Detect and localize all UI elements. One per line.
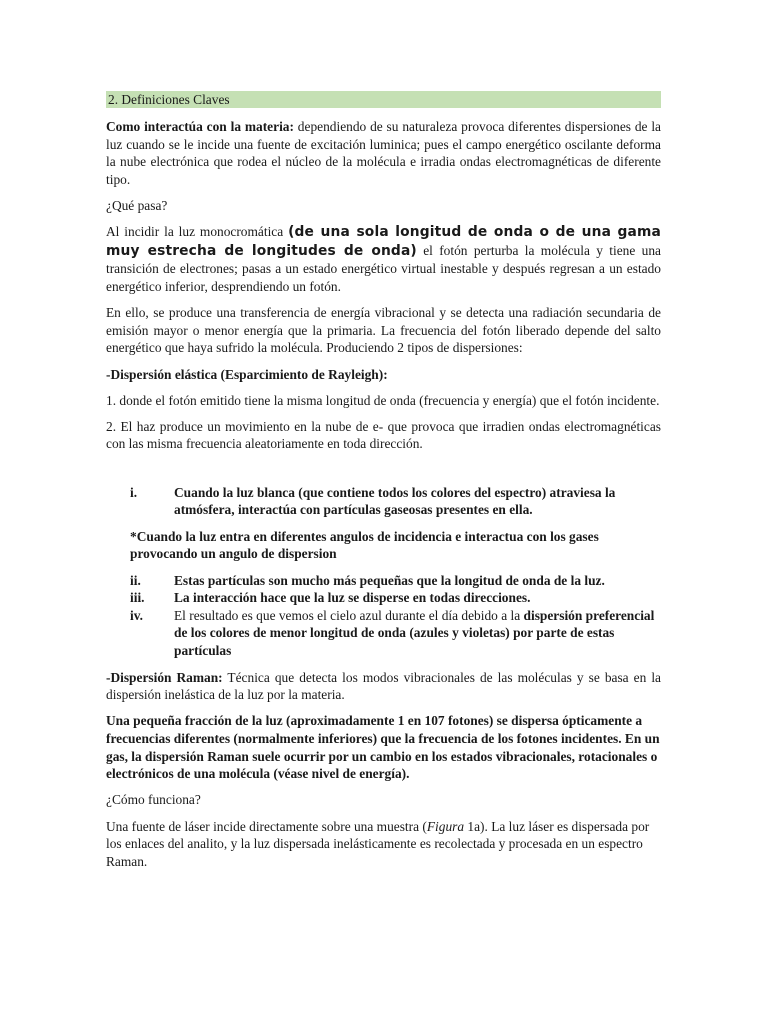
- list-item-ii: [106, 572, 661, 590]
- monochromatic-emphasis: (de una sola longitud de onda o de una gama muy estrecha de longitudes de onda): [106, 224, 661, 259]
- list-item-iii: [106, 589, 661, 607]
- list-text: La interacción hace que la luz se disperse en todas direcciones.: [174, 590, 531, 606]
- list-item-iv: [106, 607, 661, 660]
- laser-paragraph: [106, 818, 661, 871]
- list-text-bold: dispersión preferencial de los colores de menor longitud de onda (azules y violetas) por parte de estas partículas: [174, 607, 655, 658]
- raman-paragraph: [106, 669, 661, 704]
- elastic-point-2: 2. El haz produce un movimiento en la nube de e- que provoca que irradien ondas electromagnéticas con las misma frecuencia aleatoriamente en toda dirección.: [106, 418, 661, 452]
- raman-label: -Dispersión Raman:: [106, 669, 223, 685]
- monochromatic-paragraph: [106, 223, 661, 295]
- interaction-label: Como interactúa con la materia:: [106, 119, 294, 134]
- document-page: [106, 91, 661, 879]
- elastic-dispersion-title: -Dispersión elástica (Esparcimiento de Rayleigh):: [106, 366, 388, 382]
- energy-transfer-paragraph: En ello, se produce una transferencia de energía vibracional y se detecta una radiación secundaria de emisión mayor o menor energía que la primaria. La frecuencia del fotón liberado depende del salto energético que haya sufrido la molécula. Produciendo 2 tipos de dispersiones:: [106, 305, 661, 356]
- elastic-point-1: 1. donde el fotón emitido tiene la misma longitud de onda (frecuencia y energía) que el fotón incidente.: [106, 392, 660, 408]
- raman-text: Técnica que detecta los modos vibracionales de las moléculas y se basa en la dispersión inelástica de la luz por la materia.: [106, 669, 661, 703]
- list-item-i: [106, 484, 661, 519]
- list-text: Cuando la luz blanca (que contiene todos los colores del espectro) atraviesa la atmósfera, interactúa con partículas gaseosas presentes en ella.: [174, 484, 616, 518]
- list-text: Estas partículas son mucho más pequeñas que la longitud de onda de la luz.: [174, 572, 605, 588]
- section-heading: 2. Definiciones Claves: [106, 91, 661, 108]
- figure-reference: Figura: [426, 818, 465, 834]
- interaction-text: dependiendo de su naturaleza provoca diferentes dispersiones de la luz cuando se le incide una fuente de excitación luminica; pues el campo energético oscilante deforma la nube electrónica que rodea el núcleo de la molécula e irradia ondas electromagnéticas de diferente tipo.: [106, 119, 661, 187]
- list-number: ii.: [130, 572, 141, 588]
- monochromatic-after: el fotón perturba la molécula y tiene una transición de electrones; pasas a un estado energético virtual inestable y después regresan a un estado energético inferior, desprendiendo un fotón.: [106, 242, 661, 294]
- incidence-note: *Cuando la luz entra en diferentes angulos de incidencia e interactua con los gases provocando un angulo de dispersion: [130, 528, 599, 562]
- laser-before: Una fuente de láser incide directamente sobre una muestra (: [106, 818, 427, 834]
- list-text-plain: El resultado es que vemos el cielo azul durante el día debido a la: [174, 607, 524, 623]
- list-number: iii.: [130, 590, 145, 606]
- list-number: i.: [130, 484, 138, 500]
- monochromatic-before: Al incidir la luz monocromática: [106, 224, 289, 240]
- question-what-happens: ¿Qué pasa?: [106, 197, 168, 213]
- list-number: iv.: [130, 607, 144, 623]
- question-how-it-works: ¿Cómo funciona?: [106, 792, 201, 808]
- interaction-paragraph: [106, 118, 661, 188]
- laser-after: 1a). La luz láser es dispersada por los enlaces del analito, y la luz dispersada inelásticamente es recolectada y procesada en un espectro Raman.: [106, 818, 650, 869]
- blank-space: [106, 462, 661, 484]
- raman-fraction-paragraph: Una pequeña fracción de la luz (aproximadamente 1 en 107 fotones) se dispersa ópticamente a frecuencias diferentes (normalmente inferiores) que la frecuencia de los fotones incidentes. En un gas, la dispersión Raman suele ocurrir por un cambio en los estados vibracionales, rotacionales o electrónicos de una molécula (véase nivel de energía).: [106, 713, 660, 782]
- list-text: [174, 607, 661, 660]
